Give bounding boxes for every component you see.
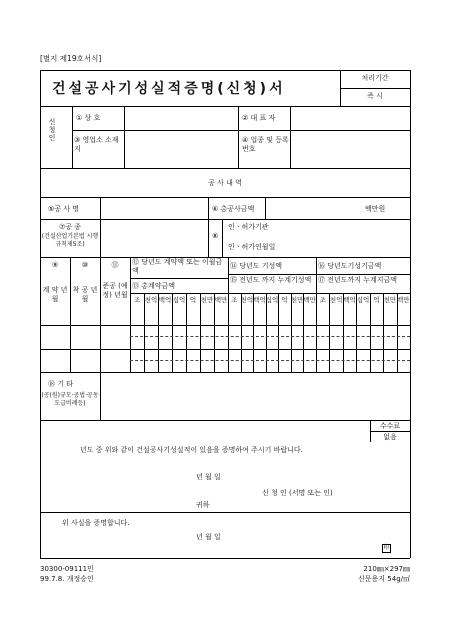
contract-date-label: 계 약 년월 (42, 286, 68, 303)
total-amount-unit: 백만원 (365, 205, 386, 213)
project-name-label: ⑤공 사 명 (48, 205, 80, 213)
prior-cumulative-progress-label: ⑮ 전년도 까지 누계기성액 (230, 276, 312, 284)
paper-size: 210㎜×297㎜ (363, 565, 410, 573)
work-type-label: ⑦공 종 (58, 223, 82, 231)
digit-unit-0-5: 천만 (200, 296, 214, 304)
business-registration-label: ④ 업종 및 등록번호 (242, 136, 289, 153)
request-date: 년 월 일 (196, 473, 221, 481)
work-section-title: 공 사 내 역 (208, 179, 242, 187)
fee-label: 수수료 (379, 422, 401, 430)
col11-marker: ⑪ (111, 261, 119, 269)
fee-value: 없음 (383, 433, 397, 441)
digit-unit-0-6: 백만 (214, 296, 228, 304)
digit-unit-2-5: 천만 (383, 296, 397, 304)
paper-type: 신문용지 54g/㎡ (358, 575, 410, 583)
digit-unit-0-0: 조 (133, 296, 141, 304)
current-year-progress-label: ⑭ 당년도 기성액 (230, 262, 283, 270)
digit-unit-1-6: 백만 (303, 296, 316, 304)
col9-marker: ⑨ (51, 261, 59, 269)
digit-unit-1-3: 십억 (265, 296, 279, 304)
request-statement: 년도 중 위와 같이 건설공사기성실적이 있음을 증명하여 주시기 바랍니다. (80, 446, 303, 454)
digit-unit-0-4: 억 (189, 296, 197, 304)
current-year-payment-label: ⑯ 당년도기성기금액 (318, 262, 382, 270)
total-amount-label: ⑥ 총공사금액 (212, 205, 255, 213)
processing-period-value: 즉 시 (367, 92, 383, 100)
prior-cumulative-payment-label: ⑰ 전년도까지 누계지금액 (318, 276, 398, 284)
digit-unit-0-3: 십억 (172, 296, 186, 304)
digit-unit-2-1: 천억 (329, 296, 343, 304)
representative-label: ② 대 표 자 (242, 114, 276, 122)
official-seal: 印 (383, 544, 390, 551)
permit-number-label: ⑧ (212, 232, 219, 240)
completion-date-label: 준공 (예정) 년월 (102, 282, 128, 299)
permit-date-label: 인ㆍ허가연월일 (228, 243, 276, 251)
digit-unit-2-3: 십억 (356, 296, 370, 304)
form-title: 건설공사기성실적증명(신청)서 (52, 81, 286, 97)
processing-period-label: 처리기간 (361, 74, 389, 82)
company-name-label: ① 상 호 (76, 114, 101, 122)
form-code-number: 30300-09111민 (40, 565, 94, 573)
digit-unit-1-5: 천만 (290, 296, 304, 304)
digit-unit-2-2: 백억 (343, 296, 356, 304)
digit-unit-1-2: 백억 (253, 296, 266, 304)
other-label: ⑱ 기 타 (48, 380, 73, 388)
other-note: (공(원)규모·공법·공동도급비례등) (41, 392, 99, 407)
work-type-note: (건설산업기본법 시행규칙제5조) (41, 233, 99, 248)
digit-unit-1-1: 천억 (240, 296, 254, 304)
certify-date: 년 월 일 (196, 533, 221, 541)
office-address-label: ③ 영업소 소재지 (74, 136, 119, 153)
col10-marker: ⑩ (81, 261, 89, 269)
digit-unit-2-4: 억 (373, 296, 380, 304)
applicant-label: 신청인 (48, 118, 56, 142)
revision-approval: 99.7.8. 개정승인 (40, 575, 94, 583)
start-date-label: 착 공 년월 (72, 286, 98, 303)
certify-statement: 위 사실을 증명합니다. (62, 519, 130, 527)
digit-unit-0-1: 천억 (144, 296, 158, 304)
applicant-signature: 신 청 인 (서명 또는 인) (262, 489, 333, 497)
digit-unit-1-0: 조 (231, 296, 238, 304)
digit-unit-2-0: 조 (319, 296, 326, 304)
form-code: [별지 제19호서식] (40, 54, 102, 63)
digit-unit-1-4: 억 (281, 296, 288, 304)
current-year-contract-label: ⑫ 당년도 계약액 또는 이월금액 (132, 258, 223, 275)
digit-unit-0-2: 백억 (158, 296, 172, 304)
permit-authority-label: 인ㆍ허가기관 (228, 223, 269, 231)
total-contract-label: ⑬ 총계약금액 (132, 282, 176, 290)
addressee: 귀하 (196, 501, 210, 509)
digit-unit-2-6: 백만 (396, 296, 410, 304)
